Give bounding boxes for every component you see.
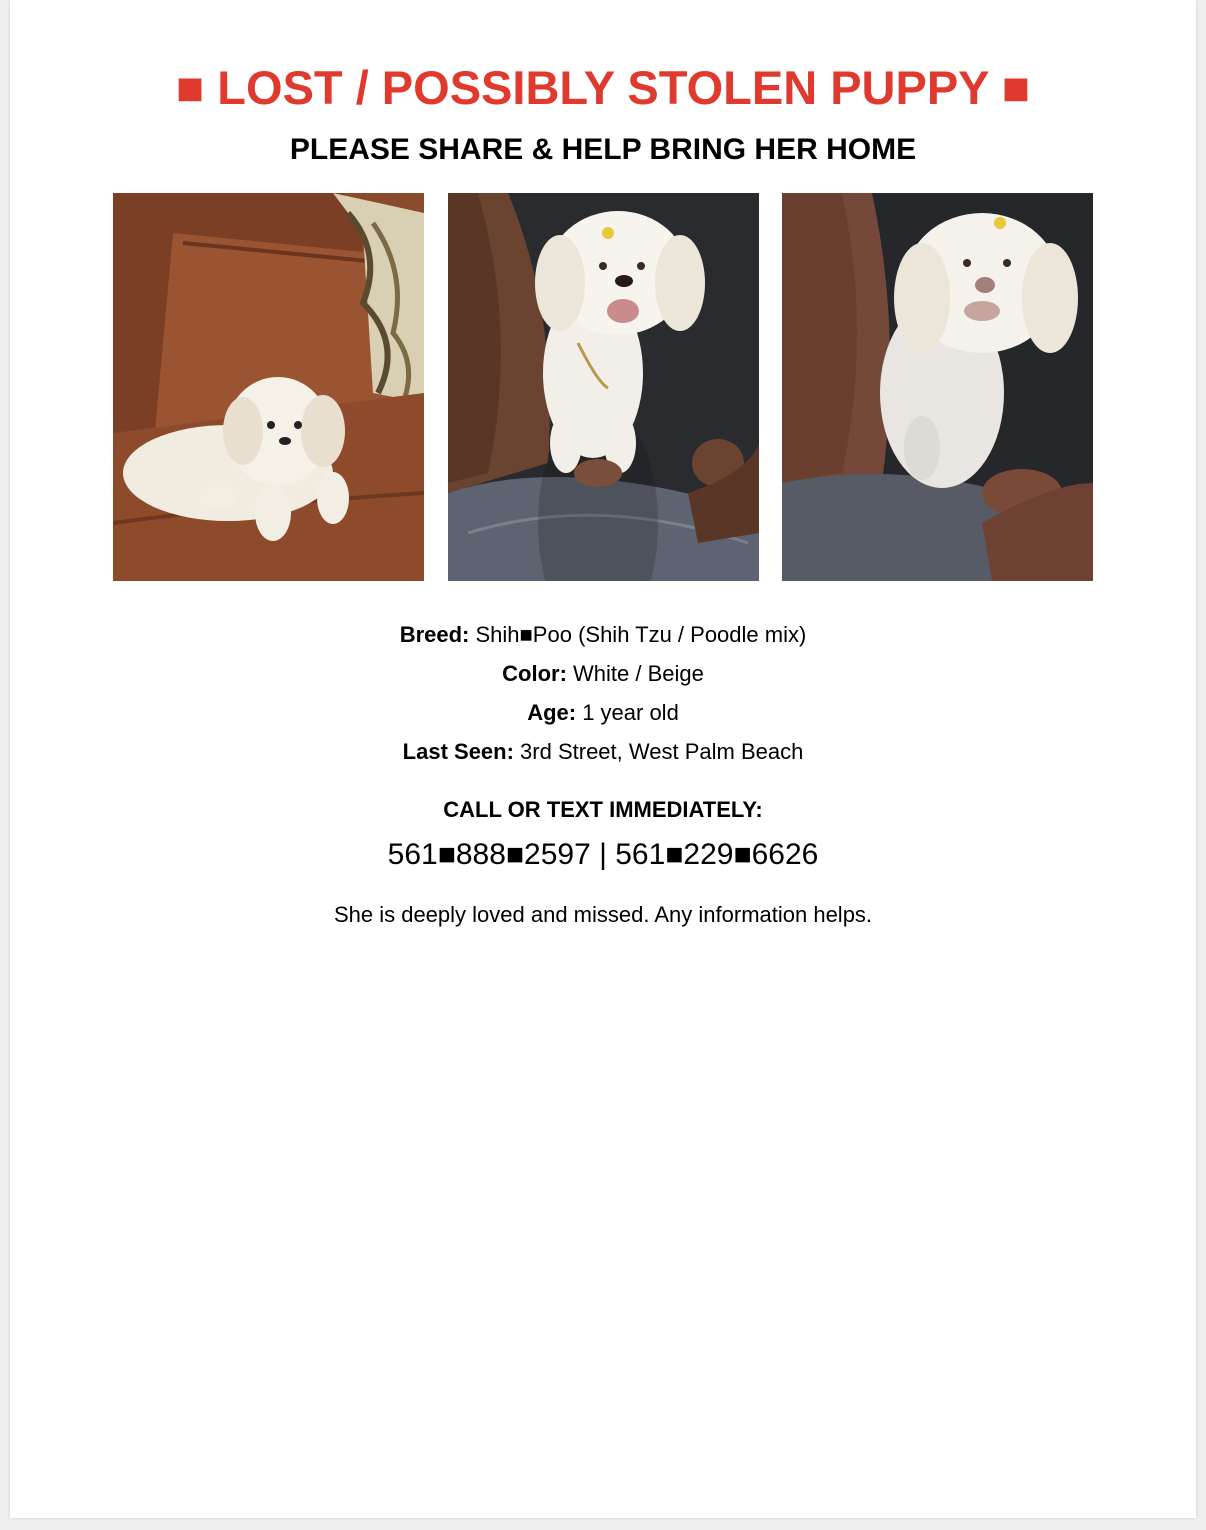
breed-value: Shih■Poo (Shih Tzu / Poodle mix) <box>469 622 807 647</box>
age-line <box>10 698 1196 728</box>
age-value: 1 year old <box>576 700 679 725</box>
breed-line <box>10 620 1196 650</box>
breed-label: Breed: <box>399 622 470 647</box>
dog-photo-car-1 <box>448 193 759 581</box>
dog-photo-car-2 <box>782 193 1093 581</box>
color-label: Color: <box>502 661 567 686</box>
call-to-action: CALL OR TEXT IMMEDIATELY: <box>443 797 763 822</box>
last-seen-line <box>10 737 1196 767</box>
flyer-subtitle: PLEASE SHARE & HELP BRING HER HOME <box>289 133 917 166</box>
last-seen-value: 3rd Street, West Palm Beach <box>513 739 804 764</box>
color-value: White / Beige <box>566 661 704 686</box>
age-label: Age: <box>527 700 577 725</box>
dog-photo-sofa <box>113 193 424 581</box>
closing-note: She is deeply loved and missed. Any information helps. <box>333 902 873 927</box>
last-seen-label: Last Seen: <box>402 739 514 764</box>
phone-numbers: 561■888■2597 | 561■229■6626 <box>387 838 819 871</box>
flyer-page <box>10 0 1196 1518</box>
color-line <box>10 659 1196 689</box>
flyer-title: ■ LOST / POSSIBLY STOLEN PUPPY ■ <box>175 61 1031 114</box>
